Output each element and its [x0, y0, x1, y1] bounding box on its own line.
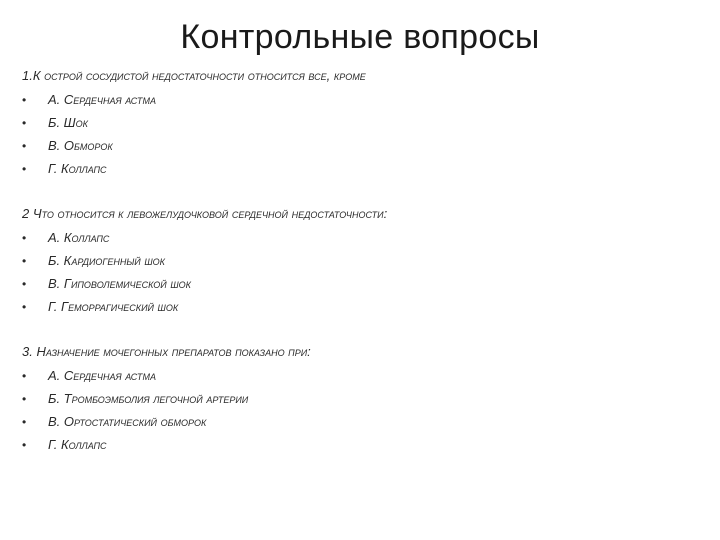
options-list: [22, 366, 702, 458]
option-item: [22, 389, 702, 412]
question-text: 3. Назначение мочегонных препаратов показано при:: [22, 344, 311, 359]
option-label: В. Ортостатический обморок: [48, 414, 207, 429]
bullet-icon: •: [22, 369, 27, 383]
option-item: [22, 136, 702, 159]
option-label: А. Сердечная астма: [48, 92, 157, 107]
bullet-icon: •: [22, 392, 27, 406]
bullet-icon: •: [22, 277, 27, 291]
option-label: В. Обморок: [48, 138, 113, 153]
bullet-icon: •: [22, 93, 27, 107]
questions-list: [22, 66, 702, 480]
option-item: [22, 412, 702, 435]
option-label: Г. Коллапс: [48, 161, 107, 176]
option-item: [22, 366, 702, 389]
bullet-icon: •: [22, 231, 27, 245]
option-label: Г. Геморрагический шок: [48, 299, 179, 314]
bullet-icon: •: [22, 300, 27, 314]
options-list: [22, 228, 702, 320]
question-2: [22, 204, 702, 320]
question-text: 1.К острой сосудистой недостаточности относится все, кроме: [22, 68, 366, 83]
option-item: [22, 297, 702, 320]
slide-title: Контрольные вопросы: [180, 18, 540, 56]
option-label: А. Коллапс: [48, 230, 110, 245]
option-label: Б. Шок: [48, 115, 88, 130]
option-label: Б. Тромбоэмболия легочной артерии: [48, 391, 249, 406]
option-item: [22, 159, 702, 182]
option-item: [22, 251, 702, 274]
question-3: [22, 342, 702, 458]
option-item: [22, 90, 702, 113]
option-label: Б. Кардиогенный шок: [48, 253, 165, 268]
bullet-icon: •: [22, 116, 27, 130]
option-label: А. Сердечная астма: [48, 368, 157, 383]
question-text: 2 Что относится к левожелудочковой сердечной недостаточности:: [22, 206, 388, 221]
option-label: В. Гиповолемической шок: [48, 276, 191, 291]
question-1: [22, 66, 702, 182]
option-item: [22, 228, 702, 251]
options-list: [22, 90, 702, 182]
option-item: [22, 113, 702, 136]
bullet-icon: •: [22, 415, 27, 429]
option-item: [22, 274, 702, 297]
bullet-icon: •: [22, 254, 27, 268]
bullet-icon: •: [22, 438, 27, 452]
bullet-icon: •: [22, 139, 27, 153]
bullet-icon: •: [22, 162, 27, 176]
option-label: Г. Коллапс: [48, 437, 107, 452]
option-item: [22, 435, 702, 458]
